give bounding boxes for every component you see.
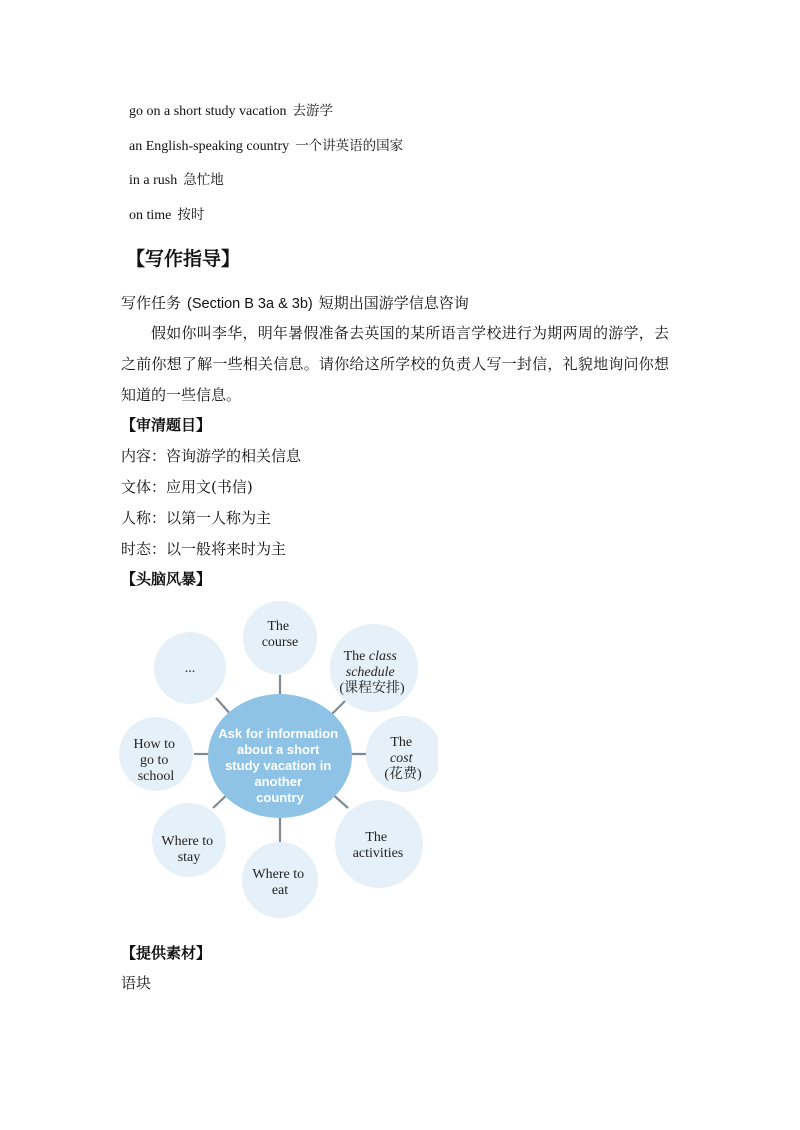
phrase-en: in a rush [129, 173, 178, 188]
phrase-3 [129, 168, 224, 189]
analysis-heading: 【审清题目】 [121, 416, 212, 434]
analysis-tense: 时态：以一般将来时为主 [121, 540, 287, 558]
node-activities-label: The activities [352, 830, 404, 861]
node-stay-label: Where to stay [161, 834, 214, 865]
node-cost-label: The cost (花费) [384, 735, 422, 782]
chunks-label: 语块 [121, 974, 152, 992]
task-prefix: 写作任务 [121, 294, 182, 312]
brainstorm-heading: 【头脑风暴】 [121, 570, 212, 588]
task-paragraph: 假如你叫李华，明年暑假准备去英国的某所语言学校进行为期两周的游学，去之前你想了解一些相关信息。请你给这所学校的负责人写一封信，礼貌地询问你想知道的一些信息。 [121, 324, 669, 404]
writing-guide-heading: 【写作指导】 [126, 248, 241, 270]
mindmap [118, 594, 438, 924]
phrase-zh: 按时 [177, 207, 205, 223]
phrase-4 [129, 203, 204, 224]
center-text: Ask for information about a short study vacation in another country [218, 726, 339, 805]
phrase-en: an English-speaking country [129, 139, 290, 154]
analysis-person: 人称：以第一人称为主 [121, 509, 272, 527]
analysis-genre: 文体：应用文(书信) [121, 478, 253, 496]
task-topic: 短期出国游学信息咨询 [318, 294, 469, 312]
phrase-zh: 急忙地 [183, 172, 224, 188]
phrase-zh: 去游学 [292, 103, 333, 119]
phrase-zh: 一个讲英语的国家 [295, 138, 404, 154]
analysis-content: 内容：咨询游学的相关信息 [121, 447, 302, 465]
phrase-en: on time [129, 208, 172, 223]
phrase-en: go on a short study vacation [129, 104, 287, 119]
phrase-1 [129, 99, 333, 120]
node-more-label: ... [184, 661, 196, 676]
task-section: (Section B 3a & 3b) [187, 296, 313, 312]
node-school-label: How to go to school [133, 737, 176, 784]
node-eat-label: Where to eat [252, 867, 305, 898]
node-schedule-label: The class schedule (课程安排) [339, 649, 405, 696]
task-line [121, 292, 469, 313]
phrase-2 [129, 134, 403, 155]
node-course-label: The course [261, 619, 299, 650]
materials-heading: 【提供素材】 [121, 944, 212, 962]
